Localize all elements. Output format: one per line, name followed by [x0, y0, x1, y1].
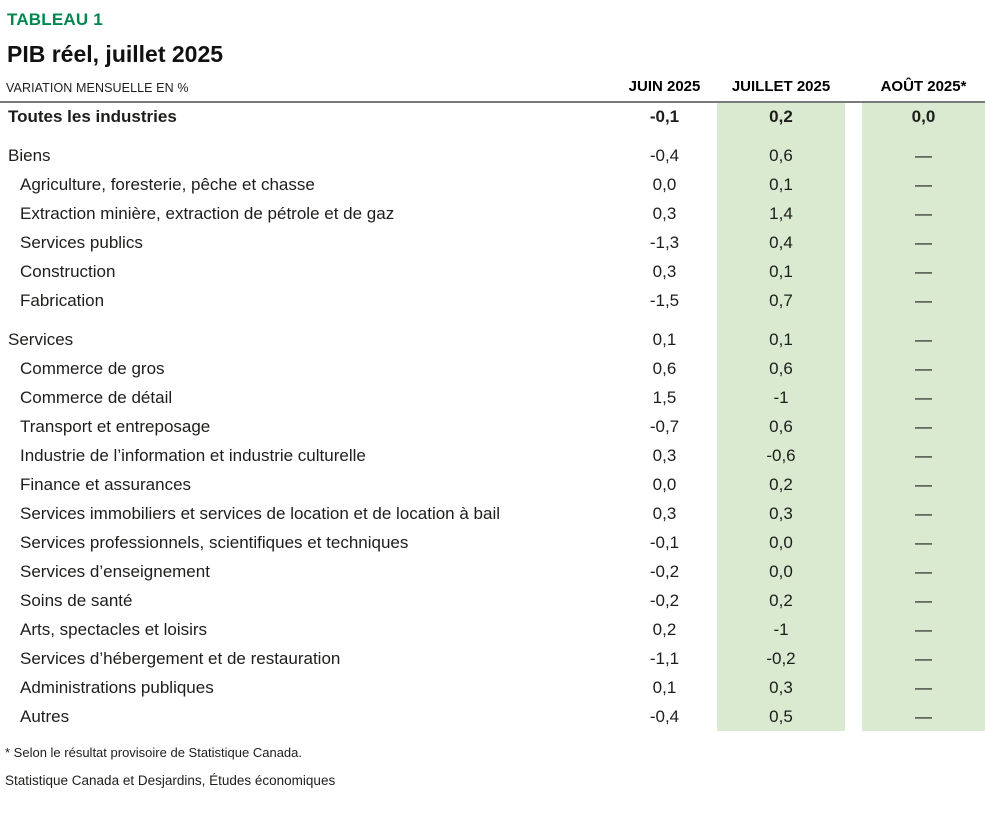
value-juillet: -1	[717, 383, 845, 412]
column-header-juillet: JUILLET 2025	[717, 68, 845, 102]
row-label: Services publics	[20, 232, 143, 252]
row-label: Extraction minière, extraction de pétrole et de gaz	[20, 203, 395, 223]
value-aout: —	[862, 441, 985, 470]
row-label: Services d’enseignement	[20, 561, 210, 581]
value-juin: -0,1	[649, 532, 680, 552]
table-row	[0, 228, 985, 257]
column-gap-cell	[845, 102, 862, 131]
value-juin: 0,6	[652, 358, 677, 378]
table-body	[0, 102, 985, 731]
row-label: Services professionnels, scientifiques et techniques	[20, 532, 409, 552]
value-juin: -0,1	[649, 107, 680, 126]
footnote: * Selon le résultat provisoire de Statistique Canada.	[5, 745, 303, 760]
column-gap-cell	[845, 354, 862, 383]
value-aout: —	[862, 615, 985, 644]
value-aout: —	[862, 528, 985, 557]
value-juillet: 0,6	[717, 354, 845, 383]
value-juin: 1,5	[652, 387, 677, 407]
table-row	[0, 170, 985, 199]
row-label: Commerce de gros	[20, 358, 165, 378]
value-juillet: 0,3	[717, 673, 845, 702]
value-aout: —	[862, 644, 985, 673]
value-juillet: 0,2	[717, 102, 845, 131]
table-row	[0, 499, 985, 528]
table-row	[0, 412, 985, 441]
value-aout: —	[862, 499, 985, 528]
column-gap-cell	[845, 702, 862, 731]
table-row	[0, 702, 985, 731]
table-row	[0, 644, 985, 673]
table-header-row	[0, 68, 985, 102]
row-label: Biens	[8, 145, 51, 165]
row-label: Services	[8, 329, 74, 349]
value-aout: —	[862, 412, 985, 441]
column-gap-cell	[845, 412, 862, 441]
column-header-aout: AOÛT 2025*	[862, 68, 985, 102]
value-juin: -1,3	[649, 232, 680, 252]
column-gap-cell	[845, 170, 862, 199]
column-gap-cell	[845, 141, 862, 170]
value-aout: —	[862, 702, 985, 731]
value-juillet: 0,1	[717, 170, 845, 199]
value-juillet: 0,7	[717, 286, 845, 315]
value-aout: —	[862, 586, 985, 615]
source-line: Statistique Canada et Desjardins, Études économiques	[5, 773, 336, 788]
table-row	[0, 354, 985, 383]
column-gap-cell	[845, 325, 862, 354]
table-row	[0, 586, 985, 615]
measure-unit-label: VARIATION MENSUELLE EN %	[0, 68, 612, 102]
row-label: Autres	[20, 706, 70, 726]
column-gap-cell	[845, 257, 862, 286]
row-label: Services immobiliers et services de location et de location à bail	[20, 503, 501, 523]
value-juillet: 0,0	[717, 528, 845, 557]
value-juin: 0,1	[652, 329, 677, 349]
row-label: Industrie de l’information et industrie culturelle	[20, 445, 366, 465]
value-aout: —	[862, 325, 985, 354]
column-gap-cell	[845, 673, 862, 702]
row-label: Construction	[20, 261, 116, 281]
value-aout: —	[862, 170, 985, 199]
column-gap-cell	[845, 499, 862, 528]
value-juillet: 0,6	[717, 141, 845, 170]
column-gap-cell	[845, 470, 862, 499]
value-juin: 0,1	[652, 677, 677, 697]
table-row	[0, 557, 985, 586]
table-row	[0, 257, 985, 286]
table-row	[0, 286, 985, 315]
value-aout: —	[862, 286, 985, 315]
value-juillet: 0,4	[717, 228, 845, 257]
value-juin: -0,4	[649, 706, 680, 726]
table-row	[0, 141, 985, 170]
page	[0, 10, 985, 817]
value-juillet: -0,6	[717, 441, 845, 470]
column-gap-cell	[845, 644, 862, 673]
column-gap	[845, 68, 862, 102]
value-juillet: 0,2	[717, 470, 845, 499]
value-aout: —	[862, 673, 985, 702]
table-row	[0, 102, 985, 131]
value-juillet: 0,0	[717, 557, 845, 586]
value-juin: -1,5	[649, 290, 680, 310]
value-aout: —	[862, 354, 985, 383]
row-label: Transport et entreposage	[20, 416, 211, 436]
value-aout: —	[862, 470, 985, 499]
row-label: Services d’hébergement et de restauration	[20, 648, 341, 668]
table-row	[0, 673, 985, 702]
value-juin: -0,7	[649, 416, 680, 436]
row-label: Finance et assurances	[20, 474, 192, 494]
value-juillet: 0,5	[717, 702, 845, 731]
section-spacer-row	[0, 131, 985, 141]
value-aout: —	[862, 257, 985, 286]
value-juin: -0,2	[649, 590, 680, 610]
table-row	[0, 615, 985, 644]
column-gap-cell	[845, 383, 862, 412]
column-gap-cell	[845, 528, 862, 557]
value-juillet: 0,2	[717, 586, 845, 615]
row-label: Arts, spectacles et loisirs	[20, 619, 208, 639]
value-juin: 0,3	[652, 503, 677, 523]
section-spacer-row	[0, 315, 985, 325]
value-juin: -0,2	[649, 561, 680, 581]
value-juin: 0,3	[652, 445, 677, 465]
value-juin: -1,1	[649, 648, 680, 668]
column-gap-cell	[845, 286, 862, 315]
value-juillet: 0,1	[717, 325, 845, 354]
column-gap-cell	[845, 228, 862, 257]
value-juin: 0,3	[652, 261, 677, 281]
row-label: Commerce de détail	[20, 387, 173, 407]
value-juillet: 0,3	[717, 499, 845, 528]
table-number: TABLEAU 1	[7, 10, 103, 29]
table-row	[0, 199, 985, 228]
value-juin: 0,3	[652, 203, 677, 223]
column-gap-cell	[845, 615, 862, 644]
value-aout: —	[862, 557, 985, 586]
table-row	[0, 325, 985, 354]
table-row	[0, 528, 985, 557]
value-aout: 0,0	[862, 102, 985, 131]
table-row	[0, 441, 985, 470]
value-aout: —	[862, 228, 985, 257]
value-juillet: 0,6	[717, 412, 845, 441]
value-juin: 0,0	[652, 474, 677, 494]
table-row	[0, 470, 985, 499]
page-title: PIB réel, juillet 2025	[7, 41, 224, 67]
row-label: Toutes les industries	[8, 107, 177, 126]
value-aout: —	[862, 383, 985, 412]
value-aout: —	[862, 199, 985, 228]
value-juillet: 0,1	[717, 257, 845, 286]
value-juin: -0,4	[649, 145, 680, 165]
row-label: Agriculture, foresterie, pêche et chasse	[20, 174, 315, 194]
column-gap-cell	[845, 586, 862, 615]
value-juillet: -1	[717, 615, 845, 644]
value-aout: —	[862, 141, 985, 170]
row-label: Fabrication	[20, 290, 105, 310]
column-gap-cell	[845, 199, 862, 228]
column-header-juin: JUIN 2025	[612, 68, 717, 102]
column-gap-cell	[845, 441, 862, 470]
table-row	[0, 383, 985, 412]
value-juin: 0,2	[652, 619, 677, 639]
row-label: Administrations publiques	[20, 677, 214, 697]
column-gap-cell	[845, 557, 862, 586]
value-juillet: 1,4	[717, 199, 845, 228]
row-label: Soins de santé	[20, 590, 133, 610]
value-juillet: -0,2	[717, 644, 845, 673]
gdp-table	[0, 68, 985, 731]
value-juin: 0,0	[652, 174, 677, 194]
